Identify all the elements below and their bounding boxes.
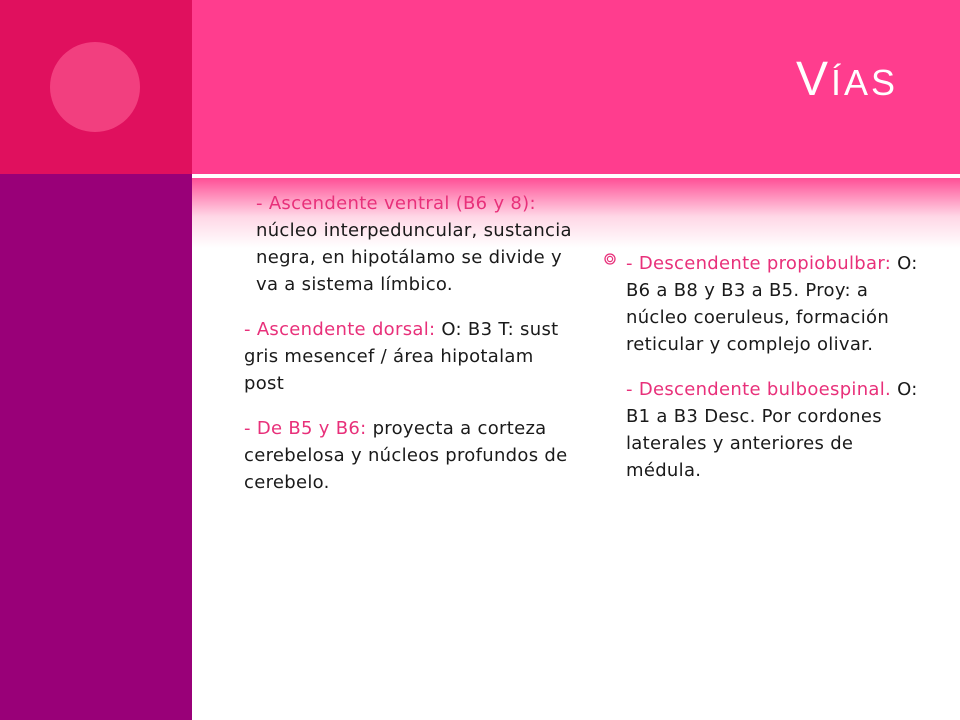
right-item-heading: - Descendente bulboespinal. bbox=[626, 379, 892, 400]
right-item-bulboespinal bbox=[626, 376, 926, 484]
left-column bbox=[244, 190, 574, 514]
circle-bullet-icon bbox=[604, 253, 616, 265]
left-item-text: núcleo interpeduncular, sustancia negra, en hipotálamo se divide y va a sistema límbico. bbox=[256, 220, 572, 295]
right-item-propiobulbar bbox=[626, 250, 926, 358]
right-column bbox=[626, 250, 926, 502]
slide-title bbox=[795, 53, 898, 106]
left-item-dorsal bbox=[244, 316, 574, 397]
left-item-heading: - Ascendente ventral (B6 y 8): bbox=[256, 193, 536, 214]
slide-title-initial: V bbox=[795, 53, 831, 106]
left-item-text: O: B3 T: sust gris mesencef / área hipotalam post bbox=[244, 319, 559, 394]
left-item-ventral bbox=[244, 190, 574, 298]
right-item-text: O: B1 a B3 Desc. Por cordones laterales y anteriores de médula. bbox=[626, 379, 918, 481]
left-item-b5-b6 bbox=[244, 415, 574, 496]
decorative-circle bbox=[50, 42, 140, 132]
left-item-heading: - Ascendente dorsal: bbox=[244, 319, 436, 340]
right-item-text: O: B6 a B8 y B3 a B5. Proy: a núcleo coeruleus, formación reticular y complejo olivar. bbox=[626, 253, 918, 355]
left-item-text: proyecta a corteza cerebelosa y núcleos profundos de cerebelo. bbox=[244, 418, 568, 493]
left-strip bbox=[0, 174, 192, 720]
left-item-heading: - De B5 y B6: bbox=[244, 418, 367, 439]
slide-title-rest: ÍAS bbox=[830, 62, 898, 103]
right-item-heading: - Descendente propiobulbar: bbox=[626, 253, 892, 274]
